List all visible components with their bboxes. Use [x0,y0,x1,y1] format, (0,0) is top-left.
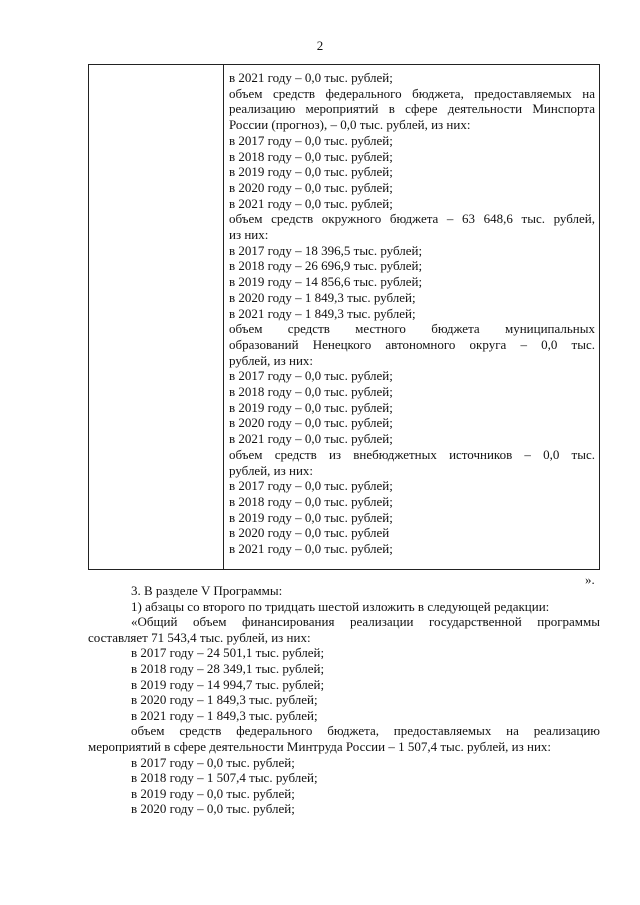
table-line: в 2019 году – 0,0 тыс. рублей; [229,164,393,180]
table-line: в 2021 году – 0,0 тыс. рублей; [229,70,393,85]
table-line: в 2020 году – 0,0 тыс. рублей; [229,179,393,195]
table-line: в 2021 году – 0,0 тыс. рублей; [229,431,393,447]
table-line: в 2018 году – 0,0 тыс. рублей; [229,148,393,164]
body-line: составляет 71 543,4 тыс. рублей, из них: [88,629,311,645]
table-line: в 2021 году – 0,0 тыс. рублей; [229,195,393,211]
table-line: в 2018 году – 26 696,9 тыс. рублей; [229,258,423,274]
table-line: в 2018 году – 0,0 тыс. рублей; [229,493,393,509]
table-line: реализацию мероприятий в сфере деятельности Минспорта [229,101,595,117]
body-line: «Общий объем финансирования реализации государственной программы [131,614,600,630]
table-line: в 2019 году – 14 856,6 тыс. рублей; [229,274,423,290]
body-line: мероприятий в сфере деятельности Минтруда России – 1 507,4 тыс. рублей, из них: [88,738,552,754]
document-body [88,583,600,817]
body-line: в 2020 году – 0,0 тыс. рублей; [131,801,295,817]
body-line: в 2019 году – 0,0 тыс. рублей; [131,785,295,801]
closing-quote: ». [585,572,595,587]
body-line: в 2017 году – 0,0 тыс. рублей; [131,754,295,770]
table-line: образований Ненецкого автономного округа – 0,0 тыс. [229,336,595,352]
table-line: в 2017 году – 0,0 тыс. рублей; [229,132,393,148]
table-line: объем средств местного бюджета муниципальных [229,321,595,337]
body-line: объем средств федерального бюджета, предоставляемых на реализацию [131,723,600,739]
table-line: России (прогноз), – 0,0 тыс. рублей, из них: [229,117,471,133]
table-line: в 2018 году – 0,0 тыс. рублей; [229,384,393,400]
table-line: рублей, из них: [229,352,314,368]
page-number: 2 [316,38,324,53]
table-line: в 2017 году – 0,0 тыс. рублей; [229,478,393,494]
table-line: в 2021 году – 0,0 тыс. рублей; [229,541,393,557]
table-line: в 2021 году – 1 849,3 тыс. рублей; [229,305,416,321]
body-line: в 2018 году – 28 349,1 тыс. рублей; [131,660,325,676]
table-line: в 2020 году – 0,0 тыс. рублей; [229,415,393,431]
table-line: в 2017 году – 18 396,5 тыс. рублей; [229,242,423,258]
body-line: 1) абзацы со второго по тридцать шестой изложить в следующей редакции: [131,598,550,614]
table-line: в 2019 году – 0,0 тыс. рублей; [229,399,393,415]
table-line: в 2017 году – 0,0 тыс. рублей; [229,368,393,384]
table-line: рублей, из них: [229,462,314,478]
body-line: в 2021 году – 1 849,3 тыс. рублей; [131,707,318,723]
table-line: объем средств федерального бюджета, предоставляемых на [229,85,595,101]
table-line: объем средств окружного бюджета – 63 648,6 тыс. рублей, [229,211,595,227]
table-line: из них: [229,227,269,243]
table-line: в 2019 году – 0,0 тыс. рублей; [229,509,393,525]
body-line: 3. В разделе V Программы: [131,583,283,598]
table-cell-funding-text [229,70,595,557]
body-line: в 2017 году – 24 501,1 тыс. рублей; [131,645,325,661]
body-line: в 2018 году – 1 507,4 тыс. рублей; [131,770,318,786]
funding-table [88,64,600,570]
body-line: в 2020 году – 1 849,3 тыс. рублей; [131,692,318,708]
body-line: в 2019 году – 14 994,7 тыс. рублей; [131,676,325,692]
table-line: в 2020 году – 1 849,3 тыс. рублей; [229,289,416,305]
table-line: объем средств из внебюджетных источников – 0,0 тыс. [229,446,595,462]
table-column-divider [223,65,224,569]
table-line: в 2020 году – 0,0 тыс. рублей [229,525,390,541]
